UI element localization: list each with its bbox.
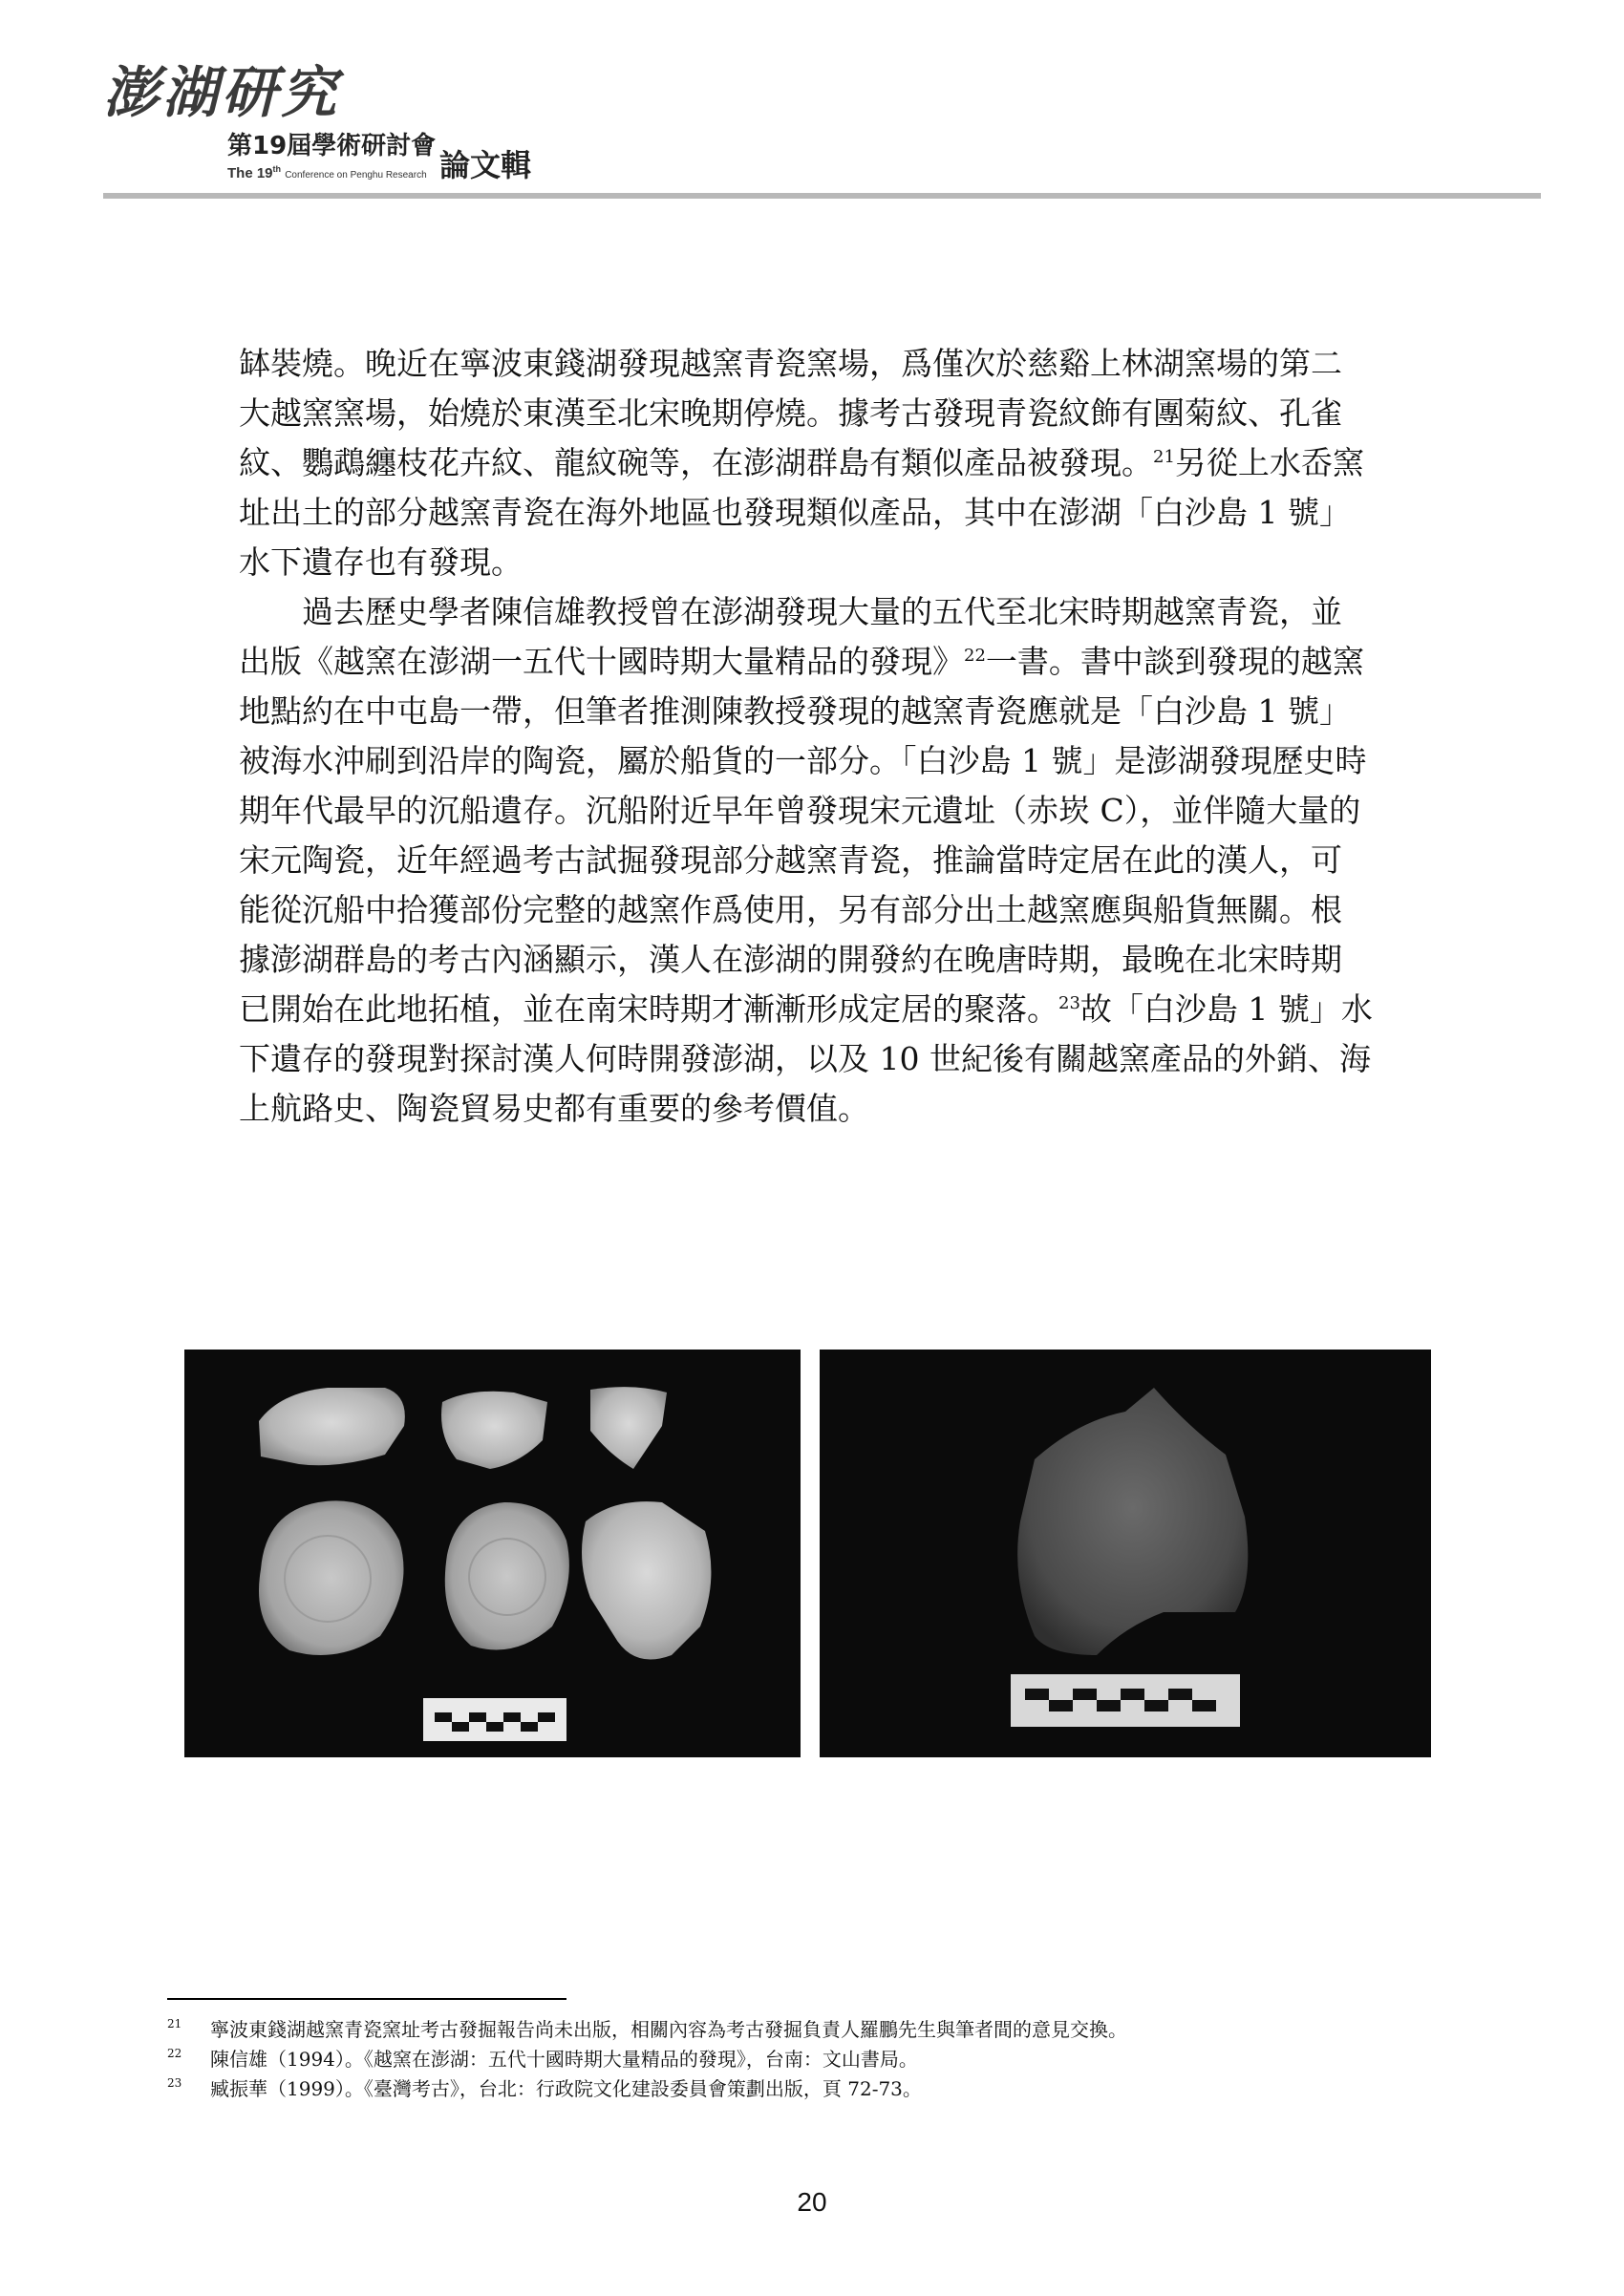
celadon-sherds-photo bbox=[184, 1350, 801, 1757]
footnote-ref-22[interactable]: 22 bbox=[964, 646, 986, 666]
conference-title-zh: 第19屆學術研討會 bbox=[227, 132, 437, 160]
text-line: 缽裝燒。晚近在寧波東錢湖發現越窯青瓷窯場，爲僅次於慈谿上林湖窯場的第二 bbox=[239, 345, 1342, 382]
text-line: 紋、鸚鵡纏枝花卉紋、龍紋碗等，在澎湖群島有類似產品被發現。$^{21}$另從上水岙窯 bbox=[239, 444, 1364, 481]
footnote-text: 臧振華（1999）。《臺灣考古》，台北：行政院文化建設委員會策劃出版，頁 72-73。 bbox=[210, 2077, 922, 2100]
footnote-number: 21 bbox=[167, 2017, 182, 2030]
footnote-22 bbox=[167, 2045, 1428, 2074]
text-line: 能從沉船中拾獲部份完整的越窯作爲使用，另有部分出土越窯應與船貨無關。根 bbox=[239, 891, 1342, 928]
footnotes bbox=[167, 2015, 1428, 2104]
footnote-text: 寧波東錢湖越窯青瓷窯址考古發掘報告尚未出版，相關內容為考古發掘負責人羅鵬先生與筆者間的意見交換。 bbox=[210, 2018, 1127, 2041]
text-line: 出版《越窯在澎湖一五代十國時期大量精品的發現》$^{22}$一書。書中談到發現的越窯 bbox=[239, 643, 1364, 680]
dark-sherd-photo bbox=[820, 1350, 1431, 1757]
footnote-number: 23 bbox=[167, 2076, 182, 2090]
proceedings-label: 論文輯 bbox=[439, 147, 532, 183]
text-line: 址出土的部分越窯青瓷在海外地區也發現類似產品，其中在澎湖「白沙島 1 號」 bbox=[239, 494, 1351, 531]
footnote-21 bbox=[167, 2015, 1428, 2045]
text-line: 上航路史、陶瓷貿易史都有重要的參考價值。 bbox=[239, 1090, 869, 1127]
text-line: 據澎湖群島的考古內涵顯示，漢人在澎湖的開發約在晚唐時期，最晚在北宋時期 bbox=[239, 941, 1342, 978]
page-number: 20 bbox=[797, 2187, 827, 2217]
text-line: 下遺存的發現對探討漢人何時開發澎湖，以及 10 世紀後有關越窯產品的外銷、海 bbox=[239, 1040, 1371, 1077]
footnote-23 bbox=[167, 2074, 1428, 2104]
footnote-number: 22 bbox=[167, 2047, 182, 2060]
text-line: 已開始在此地拓植，並在南宋時期才漸漸形成定居的聚落。$^{23}$故「白沙島 1 號」水 bbox=[239, 990, 1373, 1028]
body-text bbox=[239, 339, 1442, 1134]
footnote-text: 陳信雄（1994）。《越窯在澎湖：五代十國時期大量精品的發現》，台南：文山書局。 bbox=[210, 2048, 918, 2071]
text-line: 過去歷史學者陳信雄教授曾在澎湖發現大量的五代至北宋時期越窯青瓷，並 bbox=[302, 593, 1342, 630]
text-line: 水下遺存也有發現。 bbox=[239, 543, 523, 581]
footnote-divider bbox=[167, 1998, 566, 2000]
text-line: 宋元陶瓷，近年經過考古試掘發現部分越窯青瓷，推論當時定居在此的漢人，可 bbox=[239, 841, 1342, 879]
footnote-ref-21[interactable]: 21 bbox=[1153, 447, 1175, 467]
footnote-ref-23[interactable]: 23 bbox=[1058, 993, 1080, 1013]
text-line: 大越窯窯場，始燒於東漢至北宋晚期停燒。據考古發現青瓷紋飾有團菊紋、孔雀 bbox=[239, 394, 1342, 432]
header-divider bbox=[103, 193, 1541, 199]
page-header bbox=[103, 48, 1541, 201]
conference-title-en: The 19th Conference on Penghu Research bbox=[227, 164, 427, 181]
text-line: 期年代最早的沉船遺存。沉船附近早年曾發現宋元遺址（赤崁 C），並伴隨大量的 bbox=[239, 792, 1361, 829]
text-line: 被海水沖刷到沿岸的陶瓷，屬於船貨的一部分。「白沙島 1 號」是澎湖發現歷史時 bbox=[239, 742, 1367, 779]
journal-logo-title: 澎湖研究 bbox=[103, 60, 341, 125]
text-line: 地點約在中屯島一帶，但筆者推測陳教授發現的越窯青瓷應就是「白沙島 1 號」 bbox=[239, 692, 1351, 730]
